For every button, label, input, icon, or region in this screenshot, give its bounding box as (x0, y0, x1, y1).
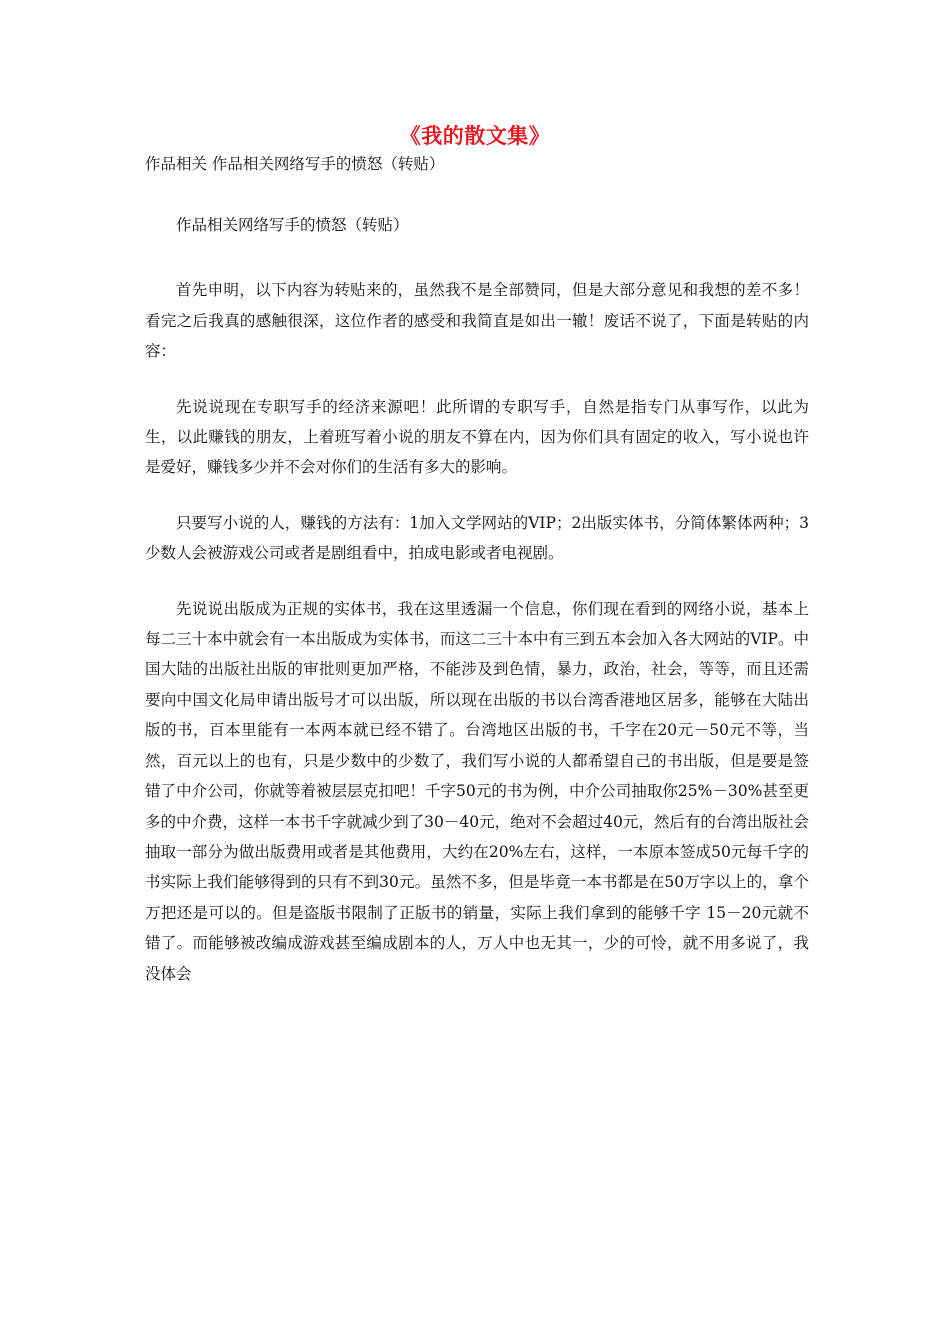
paragraph: 先说说现在专职写手的经济来源吧！此所谓的专职写手，自然是指专门从事写作，以此为生，以此赚钱的朋友，上着班写着小说的朋友不算在内，因为你们具有固定的收入，写小说也许是爱好，赚钱多少并不会对你们的生活有多大的影响。 (145, 397, 809, 477)
paragraph: 先说说出版成为正规的实体书，我在这里透漏一个信息，你们现在看到的网络小说，基本上每二三十本中就会有一本出版成为实体书，而这二三十本中有三到五本会加入各大网站的VIP。中国大陆的出版社出版的审批则更加严格，不能涉及到色情，暴力，政治，社会，等等，而且还需要向中国文化局申请出版号才可以出版，所以现在出版的书以台湾香港地区居多，能够在大陆出版的书，百本里能有一本两本就已经不错了。台湾地区出版的书，千字在20元－50元不等，当然，百元以上的也有，只是少数中的少数了，我们写小说的人都希望自己的书出版，但是要是签错了中介公司，你就等着被层层克扣吧！千字50元的书为例，中介公司抽取你25%－30%甚至更多的中介费，这样一本书千字就减少到了30－40元，绝对不会超过40元，然后有的台湾出版社会抽取一部分为做出版费用或者是其他费用，大约在20%左右，这样，一本原本签成50元每千字的书实际上我们能够得到的只有不到30元。虽然不多，但是毕竟一本书都是在50万字以上的，拿个万把还是可以的。但是盗版书限制了正版书的销量，实际上我们拿到的能够千字 15－20元就不错了。而能够被改编成游戏甚至编成剧本的人，万人中也无其一，少的可怜，就不用多说了，我没体会 (145, 599, 809, 983)
document-title: 《我的散文集》 (399, 123, 551, 148)
document-body (145, 210, 809, 1014)
paragraph: 首先申明，以下内容为转贴来的，虽然我不是全部赞同，但是大部分意见和我想的差不多！看完之后我真的感触很深，这位作者的感受和我简直是如出一辙！废话不说了，下面是转贴的内容： (145, 281, 809, 361)
paragraph: 只要写小说的人，赚钱的方法有：1加入文学网站的VIP；2出版实体书，分简体繁体两种；3少数人会被游戏公司或者是剧组看中，拍成电影或者电视剧。 (145, 513, 809, 563)
article-heading: 作品相关网络写手的愤怒（转贴） (176, 216, 409, 234)
document-subtitle: 作品相关 作品相关网络写手的愤怒（转贴） (145, 155, 445, 173)
